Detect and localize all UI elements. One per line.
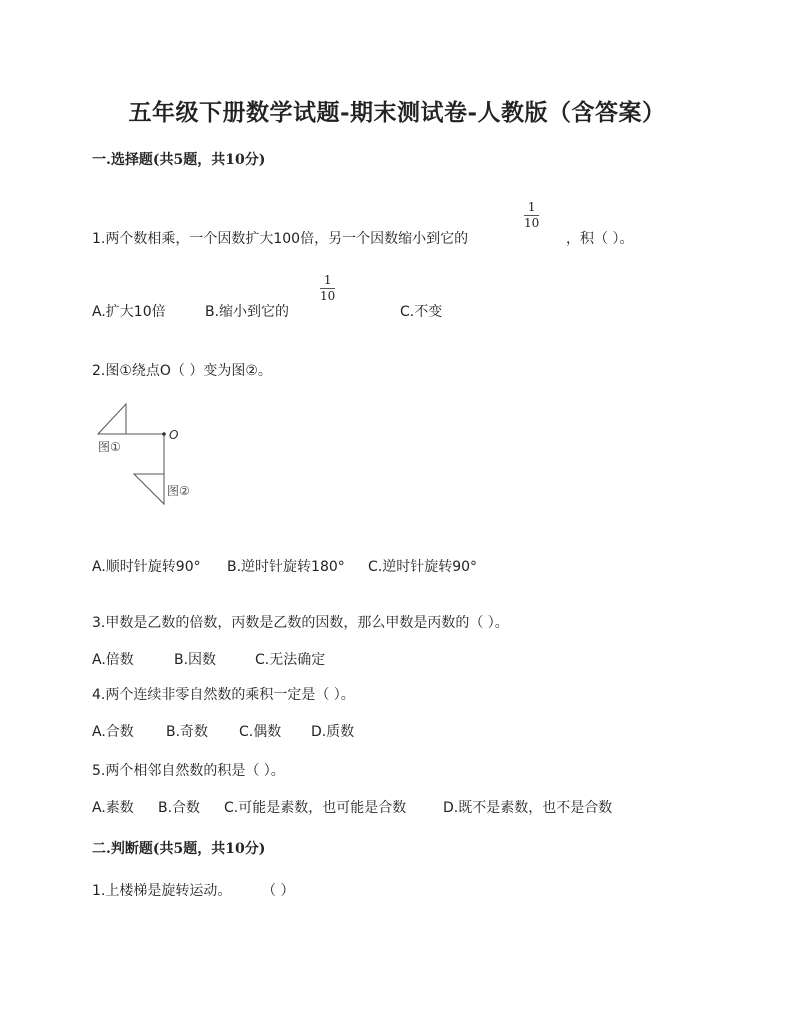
q3-option-b: B.因数 [174,652,217,668]
figure-1-label: 图① [98,440,121,454]
fraction-numerator: 1 [524,200,539,216]
section-heading-judgement: 二.判断题(共5题，共10分) [92,841,266,857]
question-1-fraction [524,200,539,231]
fraction-denominator: 10 [320,289,336,303]
question-3-text: 3.甲数是乙数的倍数，丙数是乙数的因数，那么甲数是丙数的（ ）。 [92,615,509,631]
q2-option-b: B.逆时针旋转180° [227,559,345,575]
point-o-label: O [169,428,179,442]
q5-option-a: A.素数 [92,800,134,816]
figure-2-label: 图② [167,484,190,498]
q2-option-a: A.顺时针旋转90° [92,559,201,575]
point-o [162,432,166,436]
rotation-figure [90,398,210,508]
q5-option-b: B.合数 [158,800,201,816]
question-5-text: 5.两个相邻自然数的积是（ ）。 [92,763,285,779]
question-1-tail: ，积（ ）。 [566,231,634,247]
fraction-denominator: 10 [524,216,540,230]
q5-option-c: C.可能是素数，也可能是合数 [224,800,407,816]
judgement-1-blank: （ ） [262,883,295,899]
q4-option-b: B.奇数 [166,724,209,740]
question-1-text: 1.两个数相乘，一个因数扩大100倍，另一个因数缩小到它的 [92,231,469,247]
question-2-text: 2.图①绕点O（ ）变为图②。 [92,363,272,379]
q3-option-c: C.无法确定 [255,652,326,668]
q1-option-c: C.不变 [400,304,443,320]
q4-option-d: D.质数 [311,724,355,740]
q1-option-b: B.缩小到它的 [205,304,290,320]
page-title: 五年级下册数学试题-期末测试卷-人教版（含答案） [128,99,666,126]
q1-option-b-fraction [320,273,335,304]
q1-option-a: A.扩大10倍 [92,304,166,320]
q2-option-c: C.逆时针旋转90° [368,559,478,575]
figure-1-triangle [98,404,126,434]
figure-2-triangle [134,474,164,504]
q5-option-d: D.既不是素数，也不是合数 [443,800,613,816]
fraction-numerator: 1 [320,273,335,289]
question-4-text: 4.两个连续非零自然数的乘积一定是（ ）。 [92,687,355,703]
q3-option-a: A.倍数 [92,652,134,668]
q4-option-c: C.偶数 [239,724,282,740]
q4-option-a: A.合数 [92,724,134,740]
judgement-1-text: 1.上楼梯是旋转运动。 [92,883,232,899]
section-heading-choice: 一.选择题(共5题，共10分) [92,152,266,168]
